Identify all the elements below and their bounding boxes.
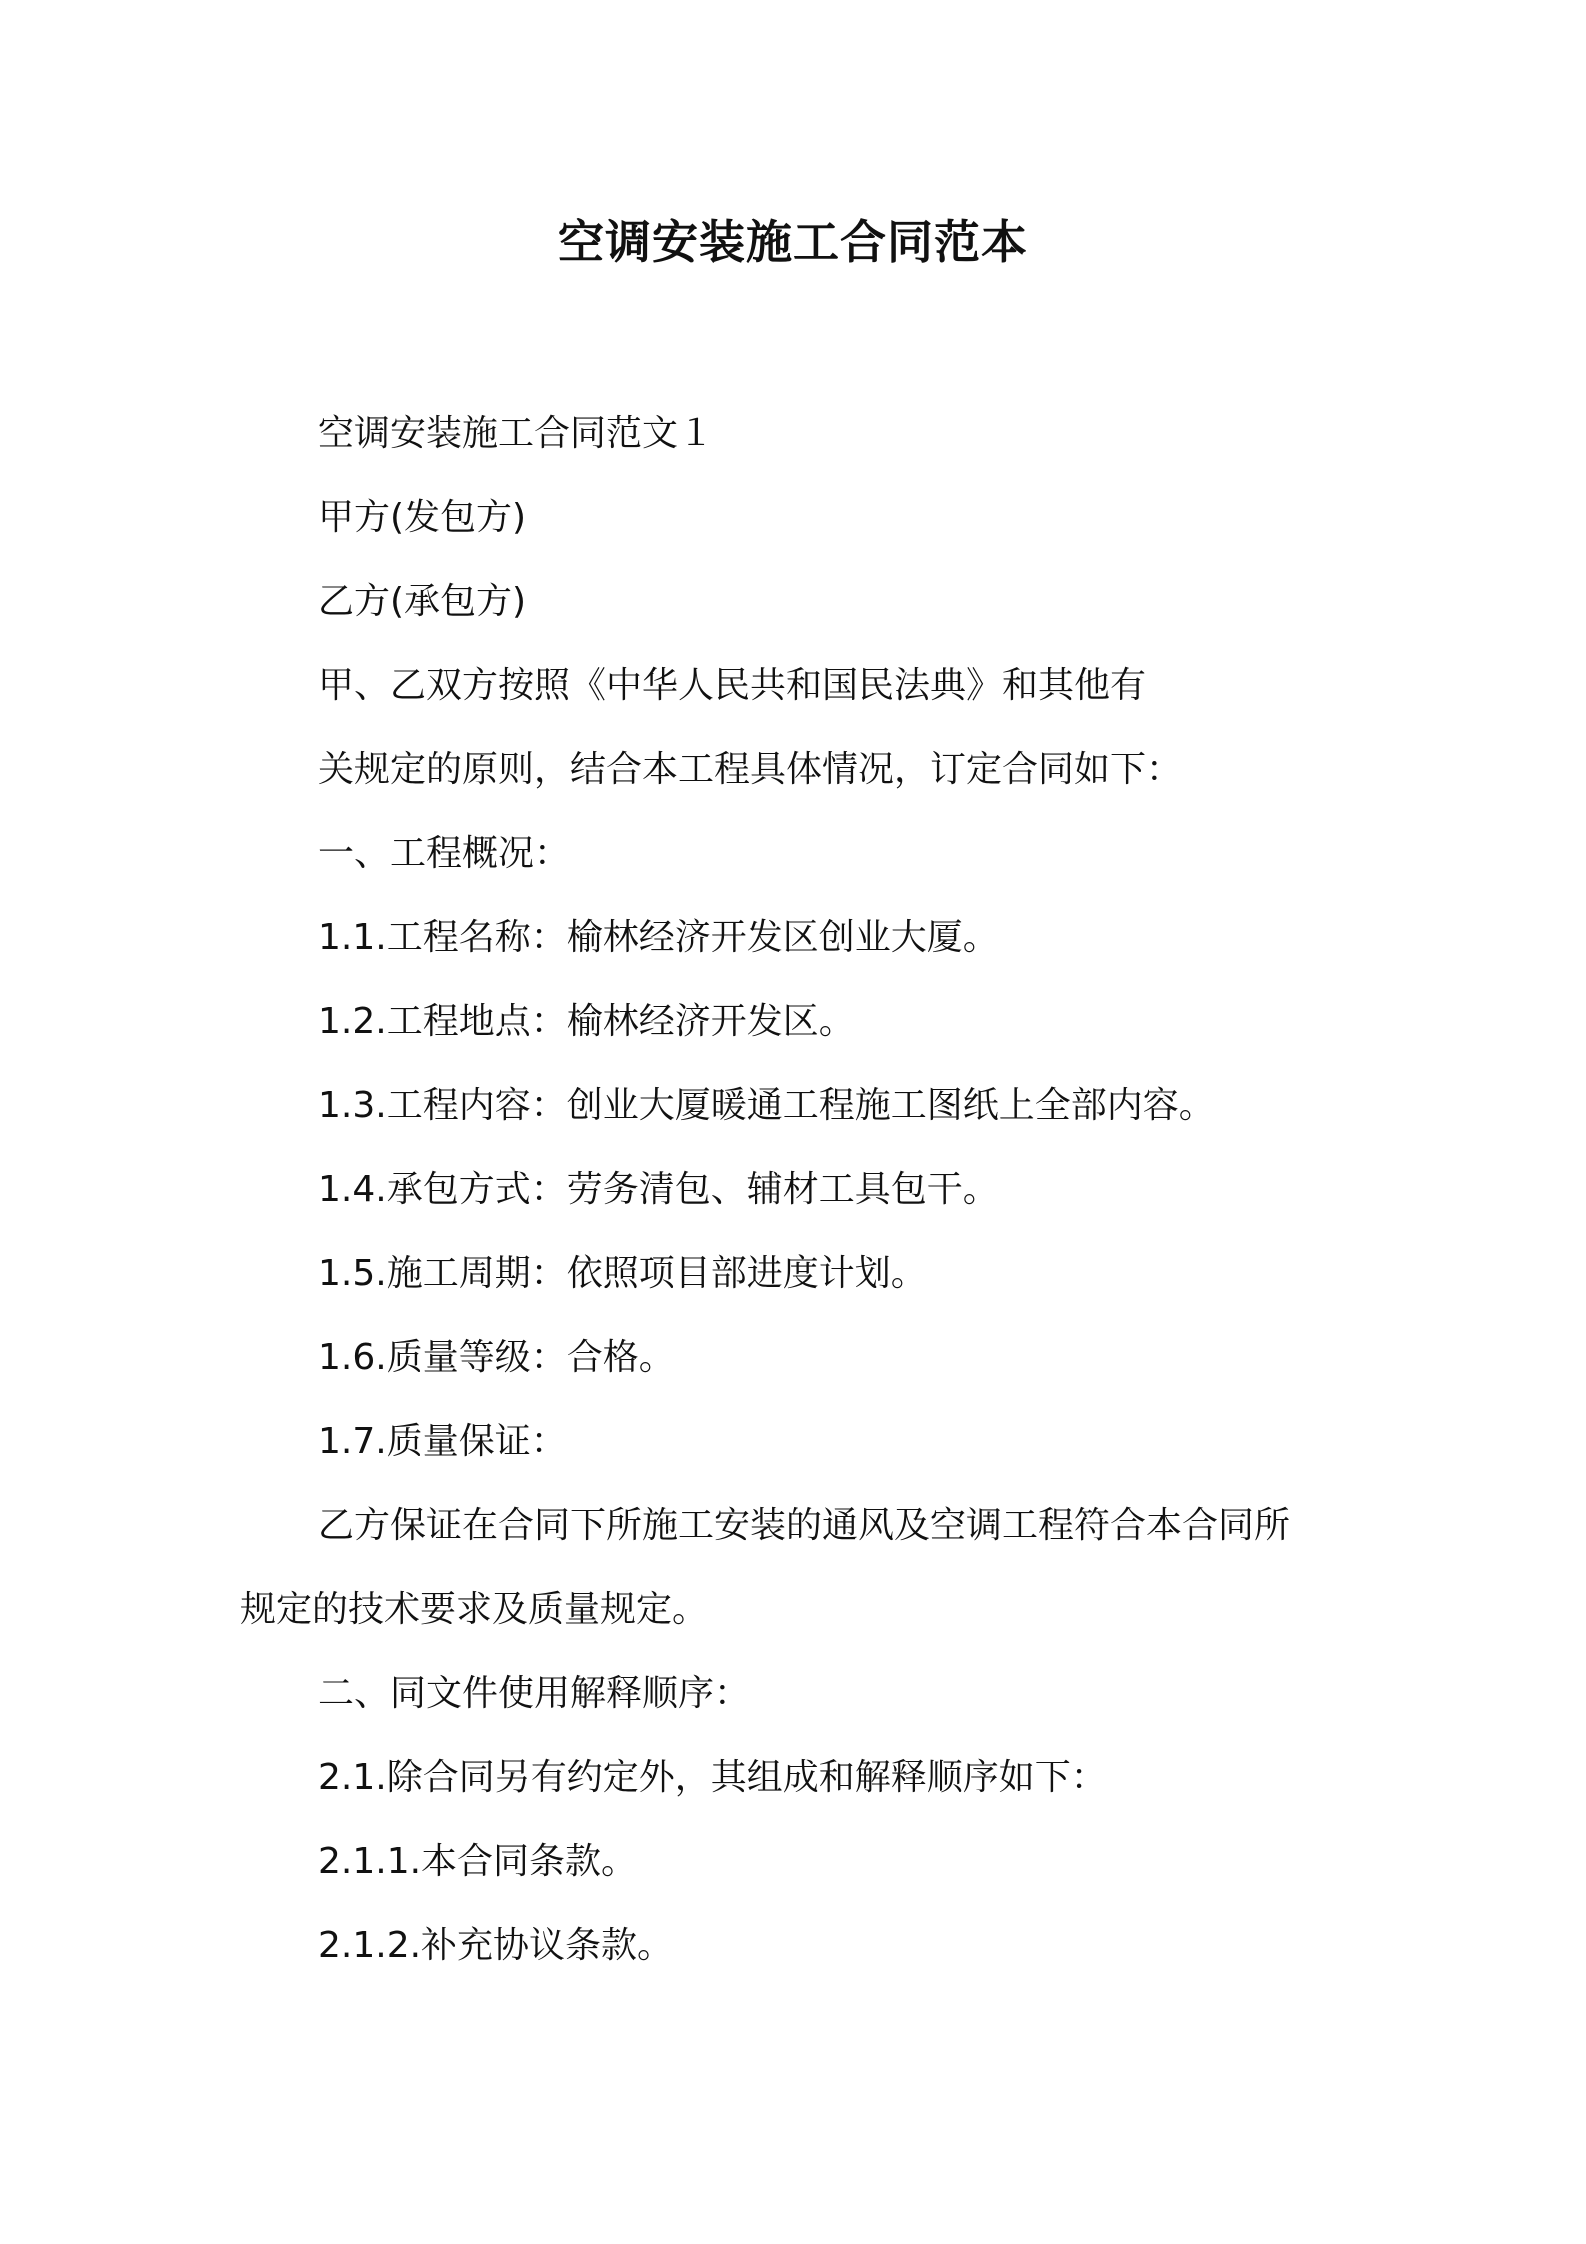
party-a-line: 甲方(发包方)	[318, 497, 527, 538]
clause-line: 1.2.工程地点：榆林经济开发区。	[318, 1001, 855, 1042]
paragraph-line: 规定的技术要求及质量规定。	[240, 1589, 709, 1630]
clause-line: 2.1.2.补充协议条款。	[318, 1925, 674, 1966]
paragraph-line: 关规定的原则，结合本工程具体情况，订定合同如下：	[318, 749, 1183, 790]
party-b-line: 乙方(承包方)	[318, 581, 527, 622]
clause-line: 1.4.承包方式：劳务清包、辅材工具包干。	[318, 1169, 999, 1210]
section-heading: 空调安装施工合同范文１	[318, 413, 715, 454]
clause-line: 2.1.除合同另有约定外，其组成和解释顺序如下：	[318, 1757, 1107, 1798]
clause-line: 2.1.1.本合同条款。	[318, 1841, 638, 1882]
chapter-heading: 二、同文件使用解释顺序：	[318, 1673, 751, 1714]
clause-line: 1.3.工程内容：创业大厦暖通工程施工图纸上全部内容。	[318, 1085, 1215, 1126]
paragraph-line: 乙方保证在合同下所施工安装的通风及空调工程符合本合同所	[318, 1505, 1291, 1546]
clause-line: 1.1.工程名称：榆林经济开发区创业大厦。	[318, 917, 999, 958]
clause-line: 1.6.质量等级：合格。	[318, 1337, 675, 1378]
chapter-heading: 一、工程概况：	[318, 833, 571, 874]
document-title: 空调安装施工合同范本	[558, 215, 1028, 269]
clause-line: 1.5.施工周期：依照项目部进度计划。	[318, 1253, 927, 1294]
clause-line: 1.7.质量保证：	[318, 1421, 567, 1462]
paragraph-line: 甲、乙双方按照《中华人民共和国民法典》和其他有	[318, 665, 1147, 706]
